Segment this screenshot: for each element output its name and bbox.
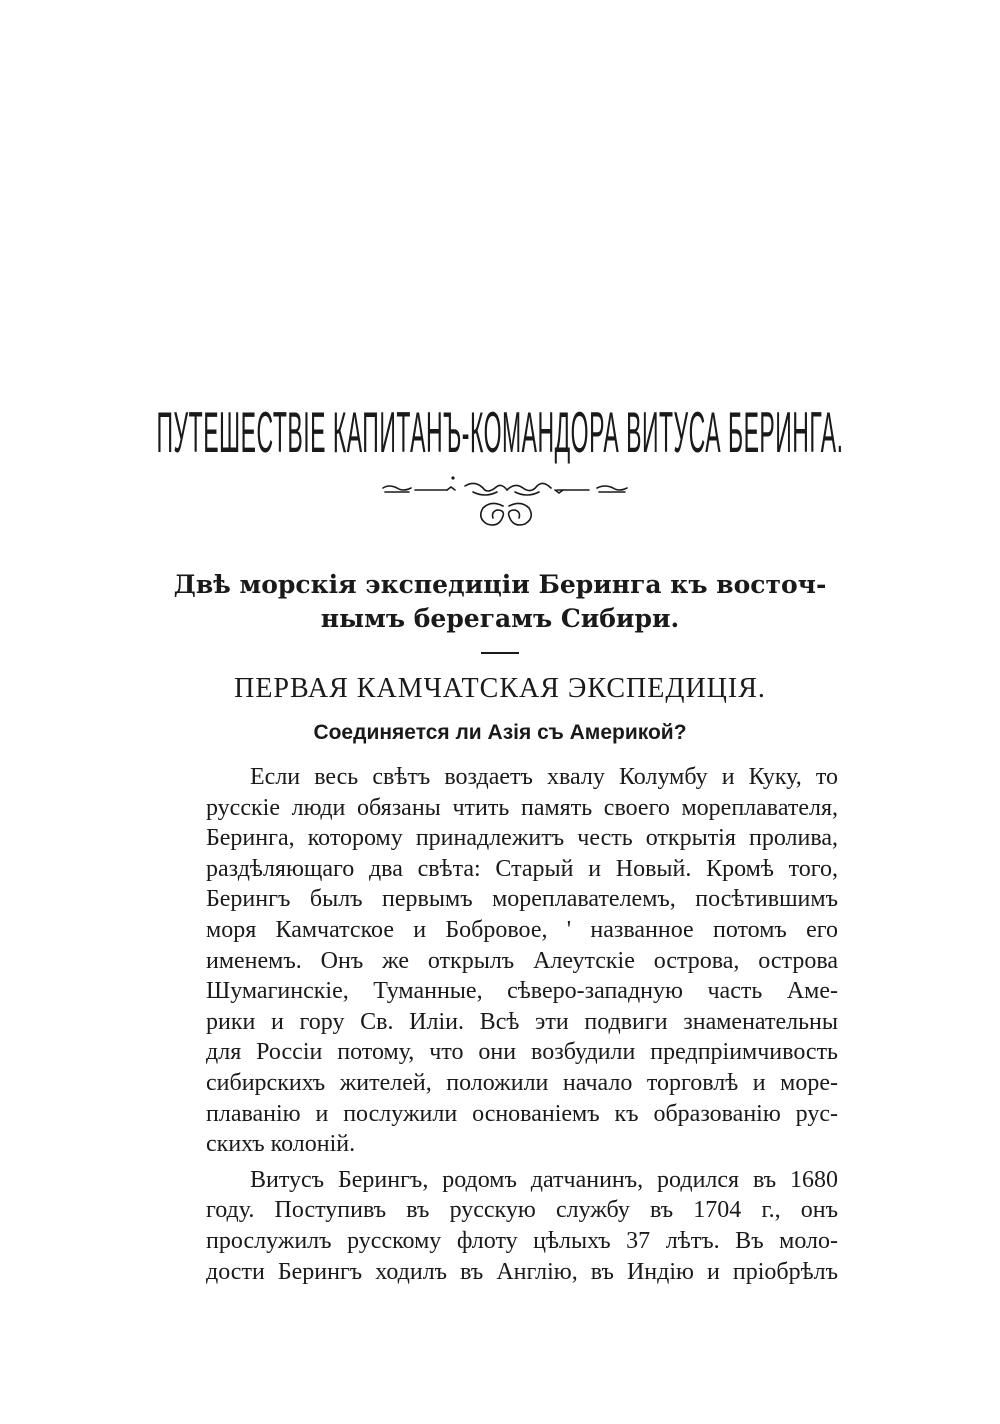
body-text [162, 762, 838, 1287]
paragraph [162, 762, 838, 1160]
text-line: Шумагинскіе, Туманные, сѣверо-западную часть Аме- [206, 978, 838, 1005]
text-line: Берингъ былъ первымъ мореплавателемъ, посѣтившимъ [206, 886, 838, 913]
text-line: сибирскихъ жителей, положили начало торговлѣ и море- [206, 1069, 838, 1096]
text-line: плаванію и послужили основаніемъ къ образованію рус- [206, 1100, 838, 1127]
text-line: рики и гору Св. Иліи. Всѣ эти подвиги знаменательны [206, 1008, 838, 1035]
text-line: раздѣляющаго два свѣта: Старый и Новый. Кромѣ того, [206, 855, 838, 882]
text-line: Если весь свѣтъ воздаетъ хвалу Колумбу и Куку, то [250, 764, 838, 790]
main-title-container [0, 398, 1000, 465]
text-line: русскіе люди обязаны чтить память своего мореплавателя, [206, 794, 838, 821]
text-line: Беринга, которому принадлежитъ честь открытія пролива, [206, 825, 838, 852]
section-title: ПЕРВАЯ КАМЧАТСКАЯ ЭКСПЕДИЦІЯ. [234, 673, 766, 704]
text-line: дости Берингъ ходилъ въ Англію, въ Индію и пріобрѣлъ [206, 1258, 838, 1285]
main-title: ПУТЕШЕСТВІЕ КАПИТАНЪ-КОМАНДОРА ВИТУСА БЕРИНГА. [156, 399, 844, 465]
text-line: Витусъ Берингъ, родомъ датчанинъ, родился въ 1680 [250, 1166, 838, 1193]
text-line: именемъ. Онъ же открылъ Алеутскіе острова, острова [206, 947, 838, 974]
short-divider [481, 652, 519, 654]
subtitle-line: нымъ берегамъ Сибири. [320, 604, 680, 633]
subtitle [120, 568, 880, 636]
subtitle-line: Двѣ морскія экспедиціи Беринга къ восточ- [173, 570, 827, 599]
text-line: году. Поступивъ въ русскую службу въ 1704 г., онъ [206, 1197, 838, 1224]
text-line: прослужилъ русскому флоту цѣлыхъ 37 лѣтъ. Въ моло- [206, 1227, 838, 1254]
ornament-divider [375, 470, 635, 532]
section-question: Соединяется ли Азія съ Америкой? [313, 721, 687, 744]
text-line: моря Камчатское и Бобровое, ' названное потомъ его [206, 916, 838, 943]
paragraph [162, 1165, 838, 1287]
text-line: скихъ колоній. [206, 1131, 356, 1158]
text-line: для Россіи потому, что они возбудили предпріимчивость [206, 1039, 838, 1066]
